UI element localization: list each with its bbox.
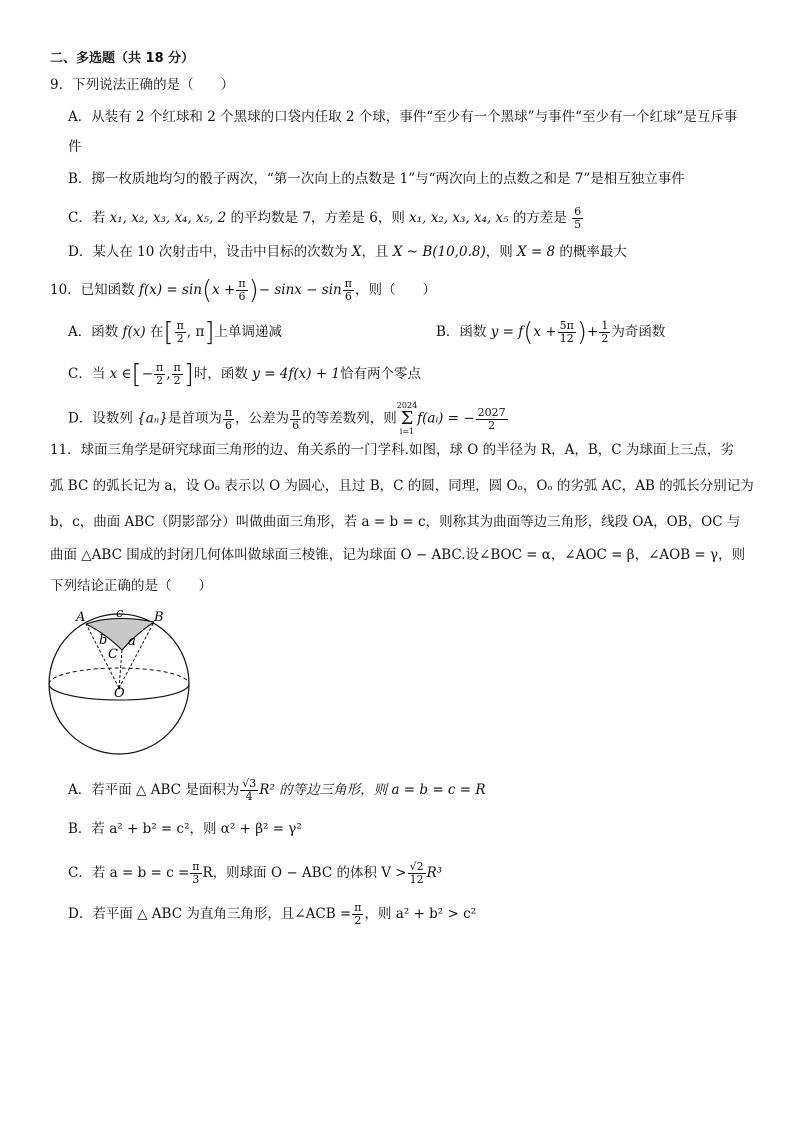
label-c-point: C — [108, 647, 118, 662]
q9-option-b: B．掷一枚质地均匀的骰子两次，“第一次向上的点数是 1”与“两次向上的点数之和是 7”是相互独立事件 — [68, 171, 685, 187]
q11-line4: 曲面 △ABC 围成的封闭几何体叫做球面三棱锥，记为球面 O − ABC.设∠BOC = α，∠AOC = β，∠AOB = γ，则 — [50, 547, 746, 563]
curved-triangle — [86, 618, 154, 650]
q10-option-c: C．当 x ∈[− $\frac{\pi}{2}$ , $\frac{\pi}{2}$ ]时，函数 y = 4f(x) + 1恰有两个零点 — [68, 359, 421, 390]
q11-line5: 下列结论正确的是（ ） — [50, 578, 212, 594]
q11-line1: 11．球面三角学是研究球面三角形的边、角关系的一门学科.如图，球 O 的半径为 R，A，B，C 为球面上三点，劣 — [50, 442, 734, 458]
q10-option-a: A．函数 f(x) 在[ $\frac{\pi}{2}$ , π]上单调递减 — [68, 317, 283, 348]
q11-line3: b，c，曲面 ABC（阴影部分）叫做曲面三角形，若 a = b = c，则称其为曲面等边三角形，线段 OA，OB，OC 与 — [50, 514, 741, 530]
sphere-figure — [44, 604, 204, 764]
q10-stem: 10．已知函数 f(x) = sin(x + $\frac{\pi}{6}$ )− sinx − sin $\frac{\pi}{6}$ ，则（ ） — [50, 275, 436, 306]
q9-option-d: D．某人在 10 次射击中，设击中目标的次数为 X，且 X ~ B(10,0.8)，则 X = 8 的概率最大 — [68, 244, 627, 260]
q10-option-b: B．函数 y = f(x + $\frac{5\pi}{12}$ )+ $\frac{1}{2}$ 为奇函数 — [436, 317, 666, 348]
label-b-point: B — [154, 610, 164, 625]
q9-stem: 9．下列说法正确的是（ ） — [50, 77, 235, 93]
q11-option-d: D．若平面 △ ABC 为直角三角形，且∠ACB = $\frac{\pi}{2}$ ，则 a² + b² > c² — [68, 901, 477, 927]
label-arc-a: a — [128, 634, 136, 649]
section-title: 二、多选题（共 18 分） — [50, 51, 195, 66]
q9-option-a-line1: A．从装有 2 个红球和 2 个黑球的口袋内任取 2 个球，事件“至少有一个黑球”与事件“至少有一个红球”是互斥事 — [68, 109, 738, 125]
label-arc-b: b — [99, 633, 108, 648]
q11-line2: 弧 BC 的弧长记为 a，设 Oₒ 表示以 O 为圆心，且过 B，C 的圆，同理，圆 Oₒ，Oₒ 的劣弧 AC，AB 的弧长分别记为 — [50, 478, 754, 494]
label-o-point: O — [114, 686, 125, 701]
q11-option-b: B．若 a² + b² = c²，则 α² + β² = γ² — [68, 821, 302, 837]
q10-option-d: D．设数列 {aₙ}是首项为 $\frac{\pi}{6}$ ，公差为 $\frac{\pi}{6}$ 的等差数列，则2024 Σ i=1f(aᵢ) = − $\frac{2027}{2}$ — [68, 401, 506, 436]
q9-option-a-line2: 件 — [68, 139, 82, 155]
q9-option-c: C．若 x₁, x₂, x₃, x₄, x₅, 2 的平均数是 7，方差是 6，则 x₁, x₂, x₃, x₄, x₅ 的方差是 $\frac{6}{5}$ — [68, 205, 582, 231]
equator-back — [49, 668, 189, 684]
label-a-point: A — [76, 610, 86, 625]
label-arc-c: c — [116, 606, 124, 621]
q11-option-a: A．若平面 △ ABC 是面积为 $\frac{√3}{4}$ R² 的等边三角形，则 a = b = c = R — [68, 777, 486, 803]
q11-option-c: C．若 a = b = c = $\frac{\pi}{3}$ R，则球面 O − ABC 的体积 V > $\frac{√2}{12}$ R³ — [68, 860, 443, 886]
